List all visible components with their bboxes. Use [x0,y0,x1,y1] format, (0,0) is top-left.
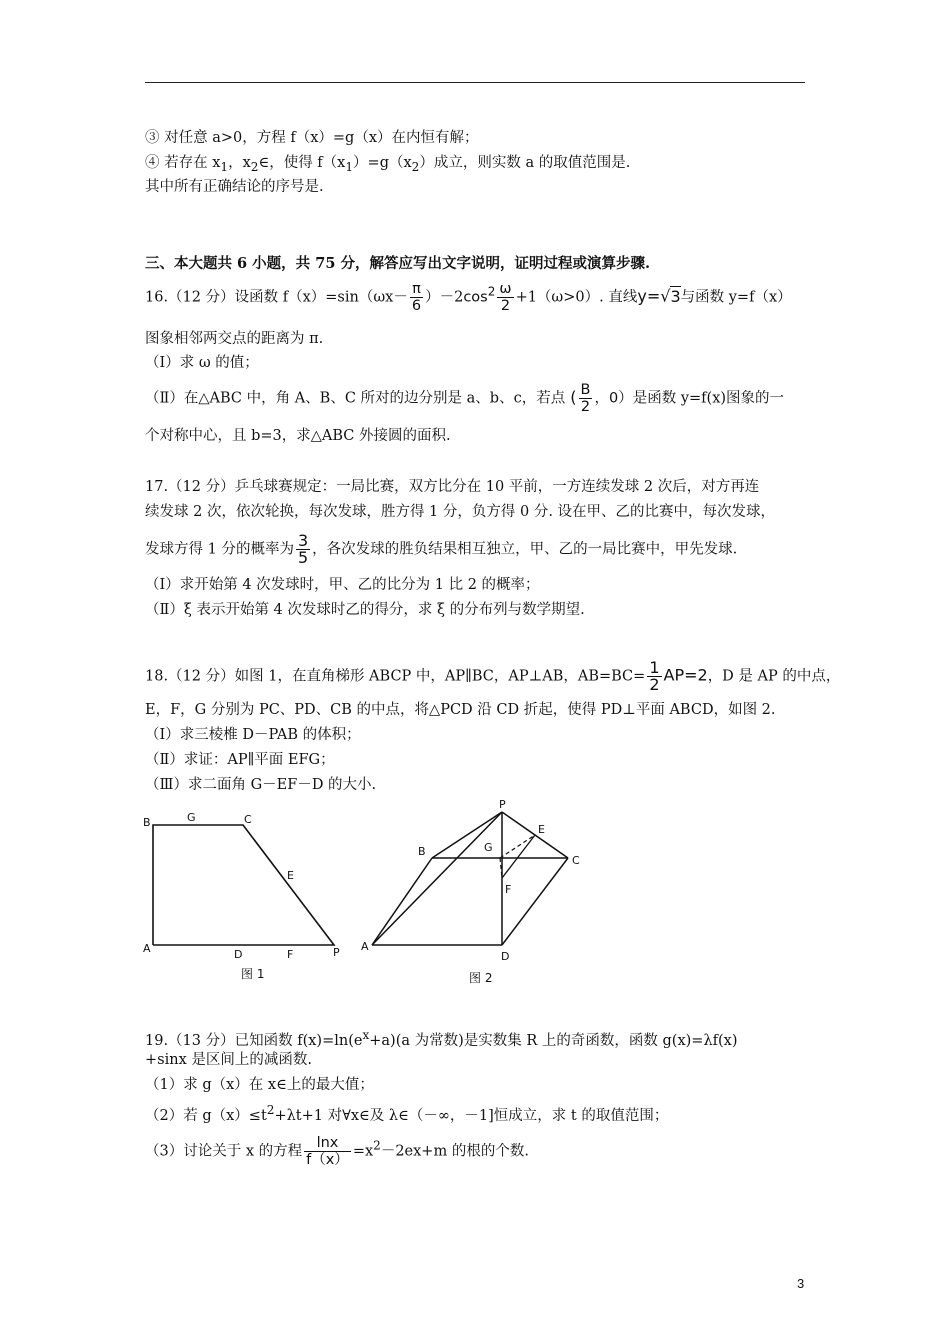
figure-2-folded-solid [361,798,580,985]
q17-text-l2: 续发球 2 次，依次轮换，每次发球，胜方得 1 分，负方得 0 分. 设在甲、乙的比赛中，每次发球， [145,504,776,520]
figure-1-trapezoid [143,811,340,981]
fig2-segment-ef [502,835,535,878]
q18-part-3-text: （Ⅲ）求二面角 G－EF－D 的大小. [145,777,377,793]
q16-text-l2: 图象相邻两交点的距离为 π. [145,331,324,347]
q16-text-a: 16.（12 分）设函数 f（x）=sin（ωx－ [145,289,408,306]
q19-part-2-square: 2 [266,1103,275,1117]
fig2-label-c: C [572,854,580,867]
fig2-caption: 图 2 [469,971,493,985]
q19-text-a: 19.（13 分）已知函数 f(x)=ln(e [145,1032,363,1049]
item-4-sub-3: 1 [345,159,354,174]
item-3-text: ③ 对任意 a>0，方程 f（x）=g（x）在内恒有解； [145,130,479,146]
item-4-text-c: ∈，使得 f（x [258,155,346,171]
item-4-text-d: ）=g（x [353,155,412,171]
q16-b: B [580,382,591,398]
q19-line-2 [145,1050,312,1070]
q18-part-1-text: （Ⅰ）求三棱椎 D－PAB 的体积； [145,727,361,743]
item-4-text-e: ）成立，则实数 a 的取值范围是. [419,155,631,171]
q19-part-3-text-a: （3）讨论关于 x 的方程 [145,1143,303,1160]
fig2-label-a: A [361,940,369,953]
q19-part-3-text-b: =x [352,1143,374,1160]
q17-numerator: 3 [297,531,309,550]
q16-square: 2 [487,284,496,299]
fig2-label-p: P [499,798,506,811]
fig2-label-e: E [538,823,545,836]
q16-text-b: ）－2 [425,289,464,306]
q16-zero: ，0） [594,390,633,407]
fig1-outline [153,825,334,945]
q16-part-1-text: （Ⅰ）求 ω 的值； [145,355,259,371]
fig2-dashed-ge [500,835,535,858]
q17-text-l3-a: 发球方得 1 分的概率为 [145,541,294,558]
item-4-sub-4: 2 [411,159,420,174]
item-4-sub-1: 1 [220,159,229,174]
q19-part-2-text-b: +λt+1 对∀x∈及 λ∈（－∞，－1]恒成立，求 t 的取值范围； [274,1107,669,1124]
q16-pi: π [410,281,423,298]
fig1-label-f: F [287,948,294,961]
q18-ap-equals-2: AP=2 [663,665,708,685]
q17-part-1-text: （Ⅰ）求开始第 4 次发球时，甲、乙的比分为 1 比 2 的概率； [145,577,540,593]
fig2-label-f: F [505,883,512,896]
q19-part-3-text-c: －2ex+m 的根的个数. [380,1143,529,1160]
fig2-edge-cd [502,858,568,945]
fig2-edge-ab [372,858,432,945]
q19-fx: f（x） [306,1152,349,1168]
q17-text-l3-b: ，各次发球的胜负结果相互独立，甲、乙的一局比赛中，甲先发球. [312,541,738,558]
q16-six: 6 [411,298,422,314]
q18-numerator: 1 [649,658,660,677]
q17-denominator: 5 [297,548,309,567]
closing-text: 其中所有正确结论的序号是. [145,179,324,195]
q19-text-l2: +sinx 是区间上的减函数. [145,1052,312,1068]
q19-line-1 [145,1025,738,1051]
section-heading-text: 三、本大题共 6 小题，共 75 分，解答应写出文字说明，证明过程或演算步骤. [145,255,651,272]
fig1-label-d: D [234,948,243,961]
q16-cos: cos [463,289,488,306]
fig1-label-c: C [244,813,252,826]
fig1-label-p: P [333,946,340,959]
fig1-caption: 图 1 [241,967,265,981]
q16-two: 2 [500,298,511,314]
q19-text-b: +a)(a 为常数)是实数集 R 上的奇函数，函数 g(x)=λf(x) [369,1032,738,1049]
q19-part-3 [145,1135,529,1168]
q16-part-2-text-a: （Ⅱ）在△ABC 中，角 A、B、C 所对的边分别是 a、b、c，若点 [145,390,566,407]
q18-text-l2: E，F，G 分别为 PC、PD、CB 的中点，将△PCD 沿 CD 折起，使得 PD⊥平面 ABCD，如图 2. [145,702,776,718]
item-4-sub-2: 2 [250,159,259,174]
q19-lnx-over-fx [304,1135,351,1168]
fig2-label-b: B [418,845,426,858]
q16-text-d: 与函数 y=f（x） [680,289,792,306]
q19-part-1 [145,1075,374,1095]
fig2-label-d: D [501,950,510,963]
page-number: 3 [797,1276,805,1291]
q16-part-2-text-b: 是函数 y=f(x)图象的一 [632,390,785,407]
fig1-label-g: G [187,811,196,824]
q16-radicand: 3 [670,286,681,306]
q16-open-paren: ( [565,387,577,407]
q17-part-2-text: （Ⅱ）ξ 表示开始第 4 次发球时乙的得分，求 ξ 的分布列与数学期望. [145,602,585,618]
fig2-edge-pa [372,812,502,945]
item-4-text-a: ④ 若存在 x [145,155,221,171]
q18-denominator: 2 [649,675,660,694]
fig1-label-a: A [143,942,151,955]
fig1-label-e: E [287,869,294,882]
q17-text-l1: 17.（12 分）乒乓球赛规定：一局比赛，双方比分在 10 平前，一方连续发球 2 次后，对方再连 [145,479,760,495]
q18-text-b: ，D 是 AP 的中点， [707,668,841,685]
q16-b-den: 2 [580,399,591,415]
item-4-text-b: ，x [228,155,251,171]
sqrt-sign: √ [660,286,671,306]
q16-y-equals: y= [637,286,661,306]
q19-exponent-x: x [362,1028,370,1042]
fig1-label-b: B [143,816,151,829]
q19-part-2-text-a: （2）若 g（x）≤t [145,1107,267,1124]
q16-text-c: +1（ω>0）. 直线 [515,289,638,306]
q18-text-a: 18.（12 分）如图 1，在直角梯形 ABCP 中，AP∥BC，AP⊥AB，AB=BC= [145,668,646,685]
fig2-label-g: G [484,841,493,854]
q19-part-3-square: 2 [373,1138,381,1153]
q19-part-2 [145,1100,668,1126]
q19-lnx: lnx [304,1135,351,1152]
q18-part-2-text: （Ⅱ）求证：AP∥平面 EFG； [145,752,335,768]
q16-part-2-text-c: 个对称中心，且 b=3，求△ABC 外接圆的面积. [145,428,451,444]
q16-omega: ω [499,281,512,297]
q19-part-1-text: （1）求 g（x）在 x∈上的最大值； [145,1077,374,1093]
